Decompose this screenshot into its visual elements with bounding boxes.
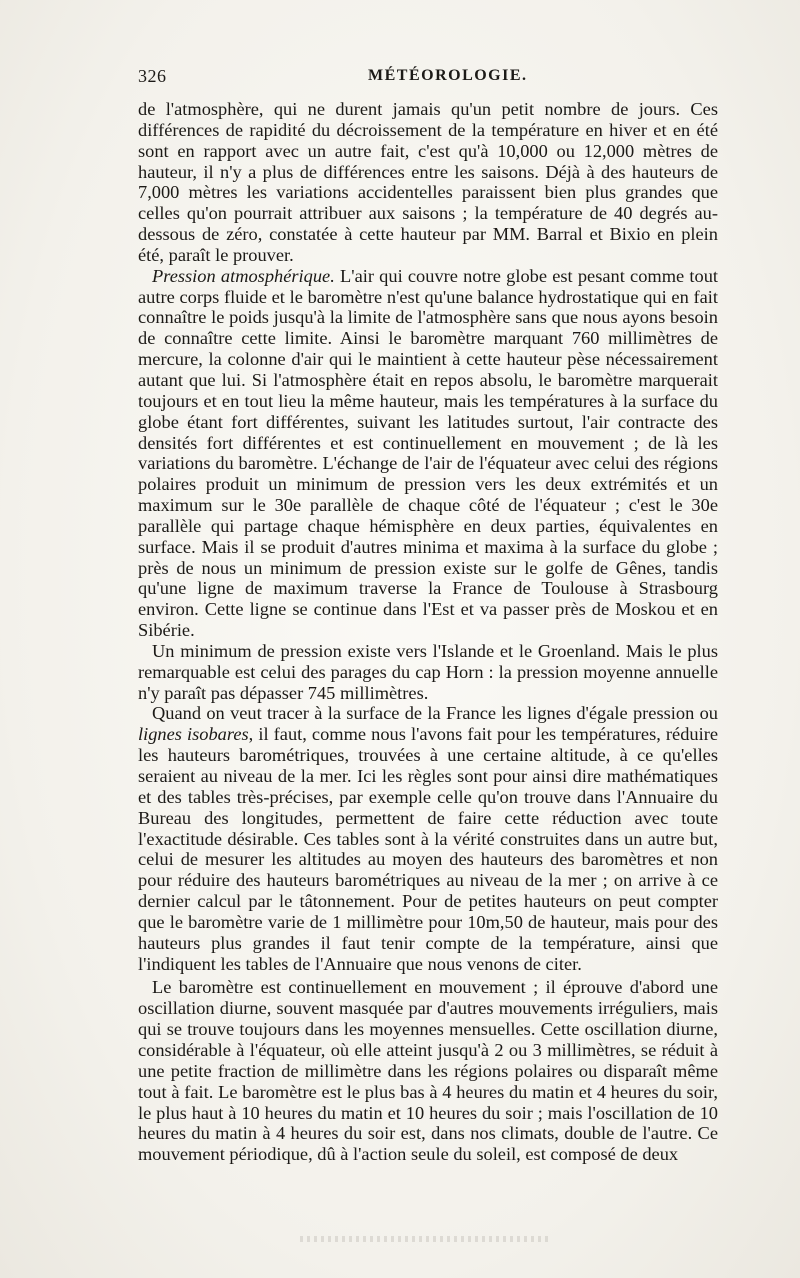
print-smudge [300,1236,550,1242]
running-head [138,66,718,96]
paragraph-text: Quand on veut tracer à la surface de la France les lignes d'égale pression ou [152,703,718,724]
paragraph-continued [138,99,718,266]
paragraph-barometre [138,977,718,1165]
paragraph-text: Le baromètre est continuellement en mouvement ; il éprouve d'abord une oscillation diurne, souvent masquée par d'autres mouvements irréguliers, mais qui se trouve toujours dans les moyennes mensuelles. Cette oscillation diurne, considérable à l'équateur, où elle atteint jusqu'à 2 ou 3 millimètres, se réduit à une petite fraction de millimètre dans les régions polaires ou disparaît même tout à fait. Le baromètre est le plus bas à 4 heures du matin et 4 heures du soir, le plus haut à 10 heures du matin et 10 heures du soir ; mais l'oscillation de 10 heures du matin à 4 heures du soir est, dans nos climats, double de l'autre. Ce mouvement périodique, dû à l'action seule du soleil, est composé de deux [138,977,718,1165]
paragraph-isobares [138,703,718,974]
section-heading-pression: Pression atmosphérique. [152,265,335,286]
paragraph-text: L'air qui couvre notre globe est pesant comme tout autre corps fluide et le baromètre n'est qu'une balance hydrostatique qui en fait connaître le poids jusqu'à la limite de l'atmosphère sans que nous ayons besoin de connaître cette limite. Ainsi le baromètre marquant 760 millimètres de mercure, la colonne d'air qui le maintient à cette hauteur pèse nécessairement autant que lui. Si l'atmosphère était en repos absolu, le baromètre marquerait toujours et en tout lieu la même hauteur, mais les températures à la surface du globe étant fort différentes, suivant les latitudes surtout, l'air contracte des densités fort différentes et est continuellement en mouvement ; de là les variations du baromètre. L'échange de l'air de l'équateur avec celui des régions polaires produit un minimum de pression vers les deux extrémités et un maximum sur le 30e parallèle de chaque côté de l'équateur ; c'est le 30e parallèle qui partage chaque hémisphère en deux parties, équivalentes en surface. Mais il se produit d'autres minima et maxima à la surface du globe ; près de nous un minimum de pression existe sur le golfe de Gênes, tandis qu'une ligne de maximum traverse la France de Toulouse à Strasbourg environ. Cette ligne se continue dans l'Est et va passer près de Moskou et en Sibérie. [138,265,718,641]
paragraph-minimum [138,641,718,704]
paragraph-text: Un minimum de pression existe vers l'Islande et le Groenland. Mais le plus remarquable est celui des parages du cap Horn : la pression moyenne annuelle n'y paraît pas dépasser 745 millimètres. [138,640,718,703]
paragraph-text: de l'atmosphère, qui ne durent jamais qu'un petit nombre de jours. Ces différences de rapidité du décroissement de la température en hiver et en été sont en rapport avec un autre fait, c'est qu'à 10,000 ou 12,000 mètres de hauteur, il n'y a plus de différences entre les saisons. Déjà à des hauteurs de 7,000 mètres les variations accidentelles paraissent bien plus grandes que celles qu'on pourrait attribuer aux saisons ; la température de 40 degrés au-dessous de zéro, constatée à cette hauteur par MM. Barral et Bixio en plein été, paraît le prouver. [138,99,718,265]
paragraph-text: , il faut, comme nous l'avons fait pour les températures, réduire les hauteurs barométriques, trouvées à une certaine altitude, à ce qu'elles seraient au niveau de la mer. Ici les règles sont pour ainsi dire mathématiques et des tables très-précises, par exemple celle qu'on trouve dans l'Annuaire du Bureau des longitudes, permettent de faire cette réduction avec toute l'exactitude désirable. Ces tables sont à la vérité construites dans un autre but, celui de mesurer les altitudes au moyen des hauteurs des baromètres et non pour réduire des hauteurs barométriques au niveau de la mer ; on arrive à ce dernier calcul par le tâtonnement. Pour de petites hauteurs on peut compter que le baromètre varie de 1 millimètre pour 10m,50 de hauteur, mais pour des hauteurs plus grandes il faut tenir compte de la température, ainsi que l'indiquent les tables de l'Annuaire que nous venons de citer. [138,724,718,974]
paragraph-pression [138,266,718,641]
page-number: 326 [138,66,167,86]
running-title: MÉTÉOROLOGIE. [368,67,528,84]
body-text [138,99,718,1165]
term-isobares: lignes isobares [138,724,249,745]
